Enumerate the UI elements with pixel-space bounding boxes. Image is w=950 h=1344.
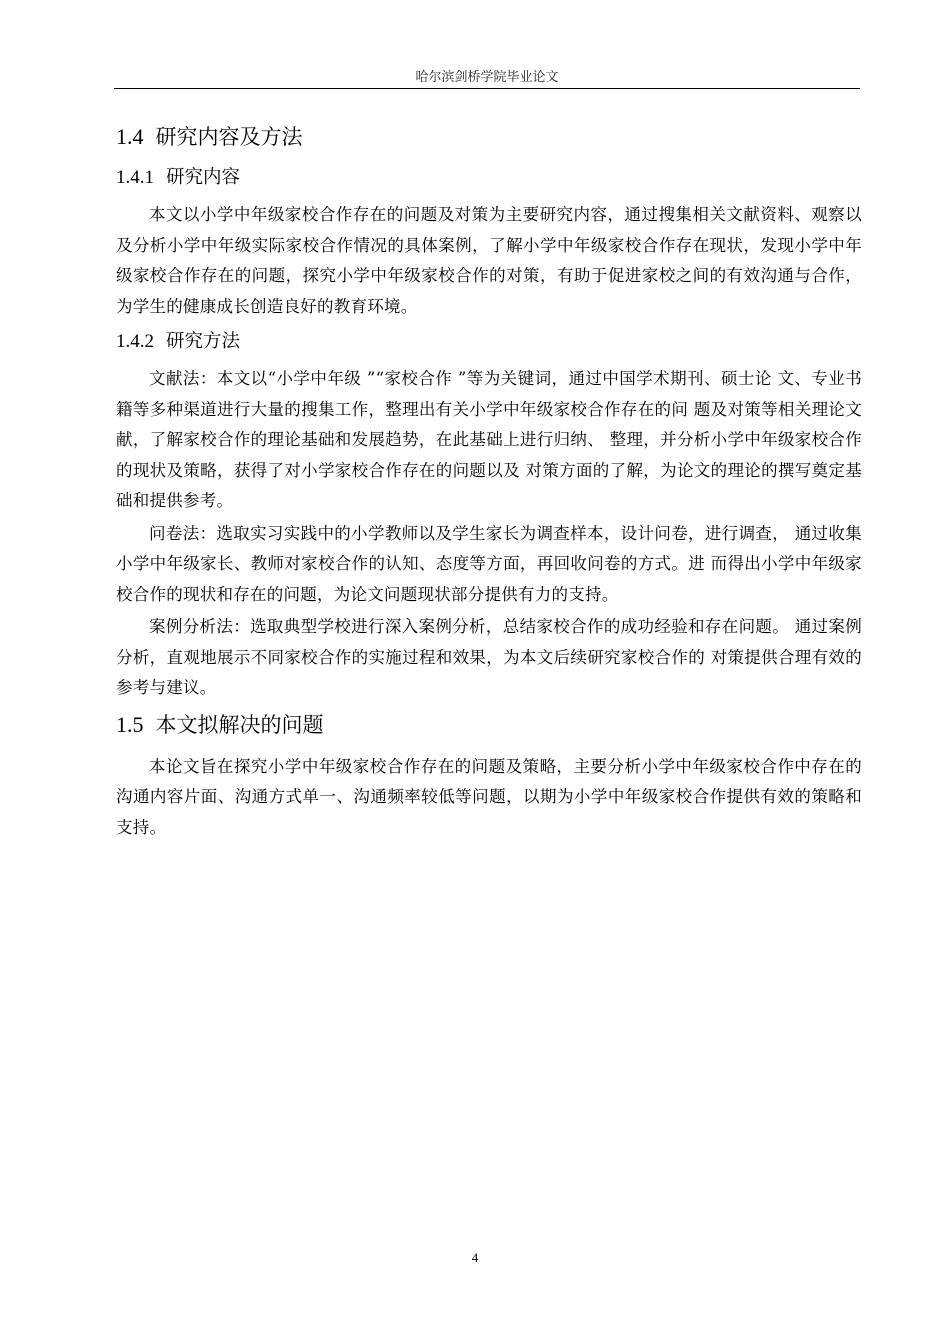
subsection-number: 1.4.1 bbox=[116, 167, 154, 188]
section-heading-1-4 bbox=[116, 122, 862, 152]
header-divider bbox=[114, 88, 860, 89]
paragraph-case-analysis-method: 案例分析法：选取典型学校进行深入案例分析，总结家校合作的成功经验和存在问题。 通过案例分析，直观地展示不同家校合作的实施过程和效果，为本文后续研究家校合作的 对策提供合理有效的参考与建议。 bbox=[116, 617, 862, 697]
section-title: 研究内容及方法 bbox=[155, 125, 303, 149]
section-number: 1.4 bbox=[116, 124, 144, 149]
section-title: 本文拟解决的问题 bbox=[155, 712, 324, 737]
paragraph-problems-to-solve: 本论文旨在探究小学中年级家校合作存在的问题及策略，主要分析小学中年级家校合作中存在的沟通内容片面、沟通方式单一、沟通频率较低等问题，以期为小学中年级家校合作提供有效的策略和支持。 bbox=[116, 756, 862, 837]
subsection-title: 研究方法 bbox=[166, 331, 241, 352]
subsection-heading-1-4-1 bbox=[116, 164, 862, 192]
subsection-heading-1-4-2 bbox=[116, 328, 862, 356]
section-number: 1.5 bbox=[116, 711, 144, 737]
paragraph-literature-method: 文献法：本文以“小学中年级 ”“家校合作 ”等为关键词，通过中国学术期刊、硕士论 文、专业书籍等多种渠道进行大量的搜集工作，整理出有关小学中年级家校合作存在的问 题及对策等相关理论文献，了解家校合作的理论基础和发展趋势，在此基础上进行归纳、 整理，并分析小学中年级家校合作的现状及策略，获得了对小学家校合作存在的问题以及 对策方面的了解，为论文的理论的撰写奠定基础和提供参考。 bbox=[116, 369, 862, 510]
section-heading-1-5 bbox=[116, 710, 862, 740]
subsection-number: 1.4.2 bbox=[116, 331, 154, 352]
paragraph-questionnaire-method: 问卷法：选取实习实践中的小学教师以及学生家长为调查样本，设计问卷，进行调查， 通过收集小学中年级家长、教师对家校合作的认知、态度等方面，再回收问卷的方式。进 而得出小学中年级家校合作的现状和存在的问题，为论文问题现状部分提供有力的支持。 bbox=[116, 523, 862, 604]
page-body bbox=[116, 118, 862, 845]
paragraph-research-content: 本文以小学中年级家校合作存在的问题及对策为主要研究内容，通过搜集相关文献资料、观察以及分析小学中年级实际家校合作情况的具体案例，了解小学中年级家校合作存在现状，发现小学中年级家校合作存在的问题，探究小学中年级家校合作的对策，有助于促进家校之间的有效沟通与合作，为学生的健康成长创造良好的教育环境。 bbox=[116, 205, 862, 316]
subsection-title: 研究内容 bbox=[166, 167, 241, 188]
page-header-title: 哈尔滨剑桥学院毕业论文 bbox=[415, 70, 559, 85]
page-number: 4 bbox=[471, 1250, 479, 1265]
